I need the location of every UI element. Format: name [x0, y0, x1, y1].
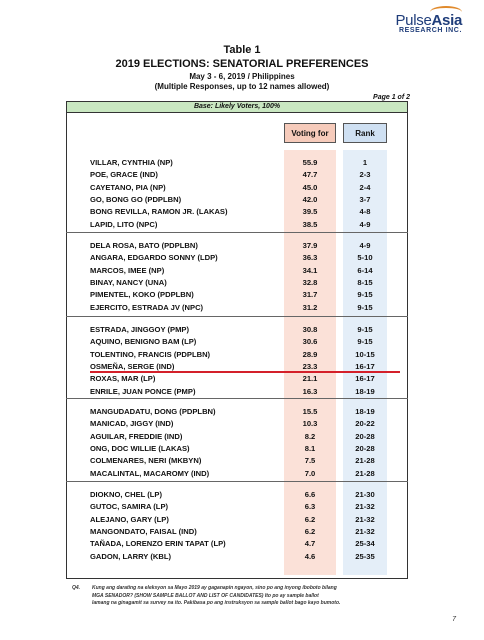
- group-separator: [66, 232, 408, 233]
- table-row: [90, 418, 390, 429]
- survey-note: (Multiple Responses, up to 12 names allowed): [154, 82, 330, 91]
- candidate-name: DIOKNO, CHEL (LP): [90, 490, 162, 499]
- cutoff-underline: [90, 371, 400, 373]
- candidate-name: GO, BONG GO (PDPLBN): [90, 194, 182, 204]
- page-indicator: Page 1 of 2: [373, 94, 410, 101]
- rank-range: 5-10: [357, 253, 373, 263]
- voting-percentage: 38.5: [302, 219, 318, 229]
- table-row: [90, 265, 390, 276]
- rank-range: 20-22: [355, 419, 375, 429]
- rank-range: 9-15: [357, 337, 373, 347]
- rank-range: 21-32: [355, 526, 375, 536]
- candidate-name: EJERCITO, ESTRADA JV (NPC): [90, 302, 204, 312]
- rank-range: 6-14: [357, 265, 373, 275]
- voting-percentage: 6.6: [304, 490, 316, 499]
- table-row: [90, 169, 390, 180]
- voting-percentage: 7.0: [304, 468, 316, 478]
- candidate-name: OSMEÑA, SERGE (IND): [90, 361, 175, 371]
- group-separator: [66, 481, 408, 482]
- voting-percentage: 23.3: [302, 361, 318, 371]
- voting-percentage: 6.2: [304, 526, 316, 536]
- table-row: [90, 302, 390, 313]
- voting-percentage: 16.3: [302, 386, 318, 396]
- candidate-name: MACALINTAL, MACAROMY (IND): [90, 468, 210, 478]
- logo-brand-b: Asia: [431, 12, 462, 29]
- candidate-name: ENRILE, JUAN PONCE (PMP): [90, 386, 196, 396]
- rank-range: 9-15: [357, 325, 373, 334]
- table-title: 2019 ELECTIONS: SENATORIAL PREFERENCES: [115, 58, 369, 70]
- table-row: [90, 386, 390, 397]
- table-row: [90, 349, 390, 360]
- voting-percentage: 8.1: [304, 443, 316, 453]
- pulseasia-logo: [395, 12, 462, 34]
- candidate-name: GADON, LARRY (KBL): [90, 551, 171, 561]
- voting-percentage: 4.6: [304, 551, 316, 561]
- candidate-name: CAYETANO, PIA (NP): [90, 182, 166, 192]
- candidate-name: BONG REVILLA, RAMON JR. (LAKAS): [90, 207, 228, 217]
- rank-range: 25-34: [355, 539, 375, 549]
- rank-range: 16-17: [355, 374, 375, 384]
- candidate-name: MANICAD, JIGGY (IND): [90, 419, 174, 429]
- table-row: [90, 206, 390, 217]
- voting-for-header: Voting for: [284, 123, 336, 143]
- question-line-2: MGA SENADOR? (SHOW SAMPLE BALLOT AND LIST OF CANDIDATES) Ito po ay sample ballot: [92, 592, 319, 599]
- rank-range: 4-9: [359, 241, 371, 250]
- voting-percentage: 4.7: [304, 539, 316, 549]
- rank-range: 20-28: [355, 431, 375, 441]
- table-row: [90, 219, 390, 230]
- table-row: [90, 252, 390, 263]
- voting-percentage: 31.7: [302, 290, 318, 300]
- rank-range: 21-32: [355, 502, 375, 512]
- candidate-name: ROXAS, MAR (LP): [90, 374, 156, 384]
- voting-percentage: 34.1: [302, 265, 318, 275]
- voting-percentage: 37.9: [302, 241, 318, 250]
- voting-percentage: 47.7: [302, 170, 318, 180]
- rank-range: 25-35: [355, 551, 375, 561]
- table-label: Table 1: [223, 44, 261, 56]
- logo-subtitle: RESEARCH INC.: [398, 27, 462, 34]
- voting-percentage: 10.3: [302, 419, 318, 429]
- rank-range: 20-28: [355, 443, 375, 453]
- rank-range: 9-15: [357, 290, 373, 300]
- voting-percentage: 36.3: [302, 253, 318, 263]
- voting-percentage: 30.6: [302, 337, 318, 347]
- rank-range: 16-17: [355, 361, 375, 371]
- candidate-name: LAPID, LITO (NPC): [90, 219, 158, 229]
- table-row: [90, 551, 390, 562]
- table-row: [90, 240, 390, 251]
- group-separator: [66, 398, 408, 399]
- table-row: [90, 538, 390, 549]
- table-row: [90, 501, 390, 512]
- table-row: [90, 194, 390, 205]
- rank-range: 21-32: [355, 514, 375, 524]
- table-row: [90, 157, 390, 168]
- rank-range: 8-15: [357, 277, 373, 287]
- voting-percentage: 45.0: [302, 182, 318, 192]
- question-line-1: Kung ang darating na eleksyon sa Mayo 2019 ay gaganapin ngayon, sino po ang inyong iboboto bilang: [92, 585, 337, 591]
- candidate-name: AGUILAR, FREDDIE (IND): [90, 431, 183, 441]
- logo-brand-a: Pulse: [395, 12, 432, 29]
- voting-percentage: 31.2: [302, 302, 318, 312]
- question-number: Q4.: [72, 585, 81, 591]
- rank-range: 21-28: [355, 456, 375, 466]
- rank-range: 2-3: [359, 170, 371, 180]
- voting-percentage: 21.1: [302, 374, 318, 384]
- rank-range: 4-8: [359, 207, 371, 217]
- candidate-name: ALEJANO, GARY (LP): [90, 514, 169, 524]
- candidate-name: MARCOS, IMEE (NP): [90, 265, 165, 275]
- candidate-name: POE, GRACE (IND): [90, 170, 158, 180]
- table-row: [90, 277, 390, 288]
- rank-range: 3-7: [359, 194, 371, 204]
- rank-range: 9-15: [357, 302, 373, 312]
- table-row: [90, 468, 390, 479]
- base-label: Base: Likely Voters, 100%: [66, 101, 408, 113]
- voting-percentage: 55.9: [302, 158, 318, 167]
- rank-range: 18-19: [355, 407, 375, 416]
- candidate-name: BINAY, NANCY (UNA): [90, 277, 167, 287]
- table-row: [90, 443, 390, 454]
- candidate-name: TOLENTINO, FRANCIS (PDPLBN): [90, 349, 211, 359]
- voting-percentage: 39.5: [302, 207, 318, 217]
- table-row: [90, 336, 390, 347]
- candidate-name: ANGARA, EDGARDO SONNY (LDP): [90, 253, 218, 263]
- table-row: [90, 431, 390, 442]
- candidate-name: GUTOC, SAMIRA (LP): [90, 502, 169, 512]
- rank-range: 21-30: [355, 490, 375, 499]
- rank-range: 1: [362, 158, 368, 167]
- page-number: 7: [452, 616, 456, 623]
- table-row: [90, 514, 390, 525]
- voting-percentage: 32.8: [302, 277, 318, 287]
- rank-range: 4-9: [359, 219, 371, 229]
- candidate-name: ESTRADA, JINGGOY (PMP): [90, 325, 190, 334]
- survey-dates: May 3 - 6, 2019 / Philippines: [189, 72, 295, 81]
- voting-percentage: 6.2: [304, 514, 316, 524]
- candidate-name: PIMENTEL, KOKO (PDPLBN): [90, 290, 194, 300]
- table-row: [90, 324, 390, 335]
- candidate-name: MANGONDATO, FAISAL (IND): [90, 526, 197, 536]
- table-row: [90, 455, 390, 466]
- question-footnote: [72, 585, 412, 608]
- table-row: [90, 489, 390, 500]
- rank-header: Rank: [343, 123, 387, 143]
- table-row: [90, 289, 390, 300]
- candidate-name: VILLAR, CYNTHIA (NP): [90, 158, 173, 167]
- candidate-name: TAÑADA, LORENZO ERIN TAPAT (LP): [90, 539, 226, 549]
- rank-range: 21-28: [355, 468, 375, 478]
- voting-percentage: 8.2: [304, 431, 316, 441]
- voting-percentage: 7.5: [304, 456, 316, 466]
- voting-percentage: 30.8: [302, 325, 318, 334]
- table-row: [90, 182, 390, 193]
- voting-percentage: 6.3: [304, 502, 316, 512]
- candidate-name: ONG, DOC WILLIE (LAKAS): [90, 443, 190, 453]
- table-row: [90, 526, 390, 537]
- table-row: [90, 406, 390, 417]
- candidate-name: AQUINO, BENIGNO BAM (LP): [90, 337, 197, 347]
- candidate-name: DELA ROSA, BATO (PDPLBN): [90, 241, 198, 250]
- rank-range: 10-15: [355, 349, 375, 359]
- candidate-name: COLMENARES, NERI (MKBYN): [90, 456, 202, 466]
- table-row: [90, 373, 390, 384]
- voting-percentage: 15.5: [302, 407, 318, 416]
- voting-percentage: 42.0: [302, 194, 318, 204]
- question-line-3: lamang na ginagamit sa survey na ito. Pakibasa po ang instruksyon sa sample ballot bago kayo bumoto.: [92, 600, 341, 606]
- voting-percentage: 28.9: [302, 349, 318, 359]
- document-header: [0, 44, 484, 91]
- rank-range: 18-19: [355, 386, 375, 396]
- group-separator: [66, 316, 408, 317]
- rank-range: 2-4: [359, 182, 371, 192]
- candidate-name: MANGUDADATU, DONG (PDPLBN): [90, 407, 216, 416]
